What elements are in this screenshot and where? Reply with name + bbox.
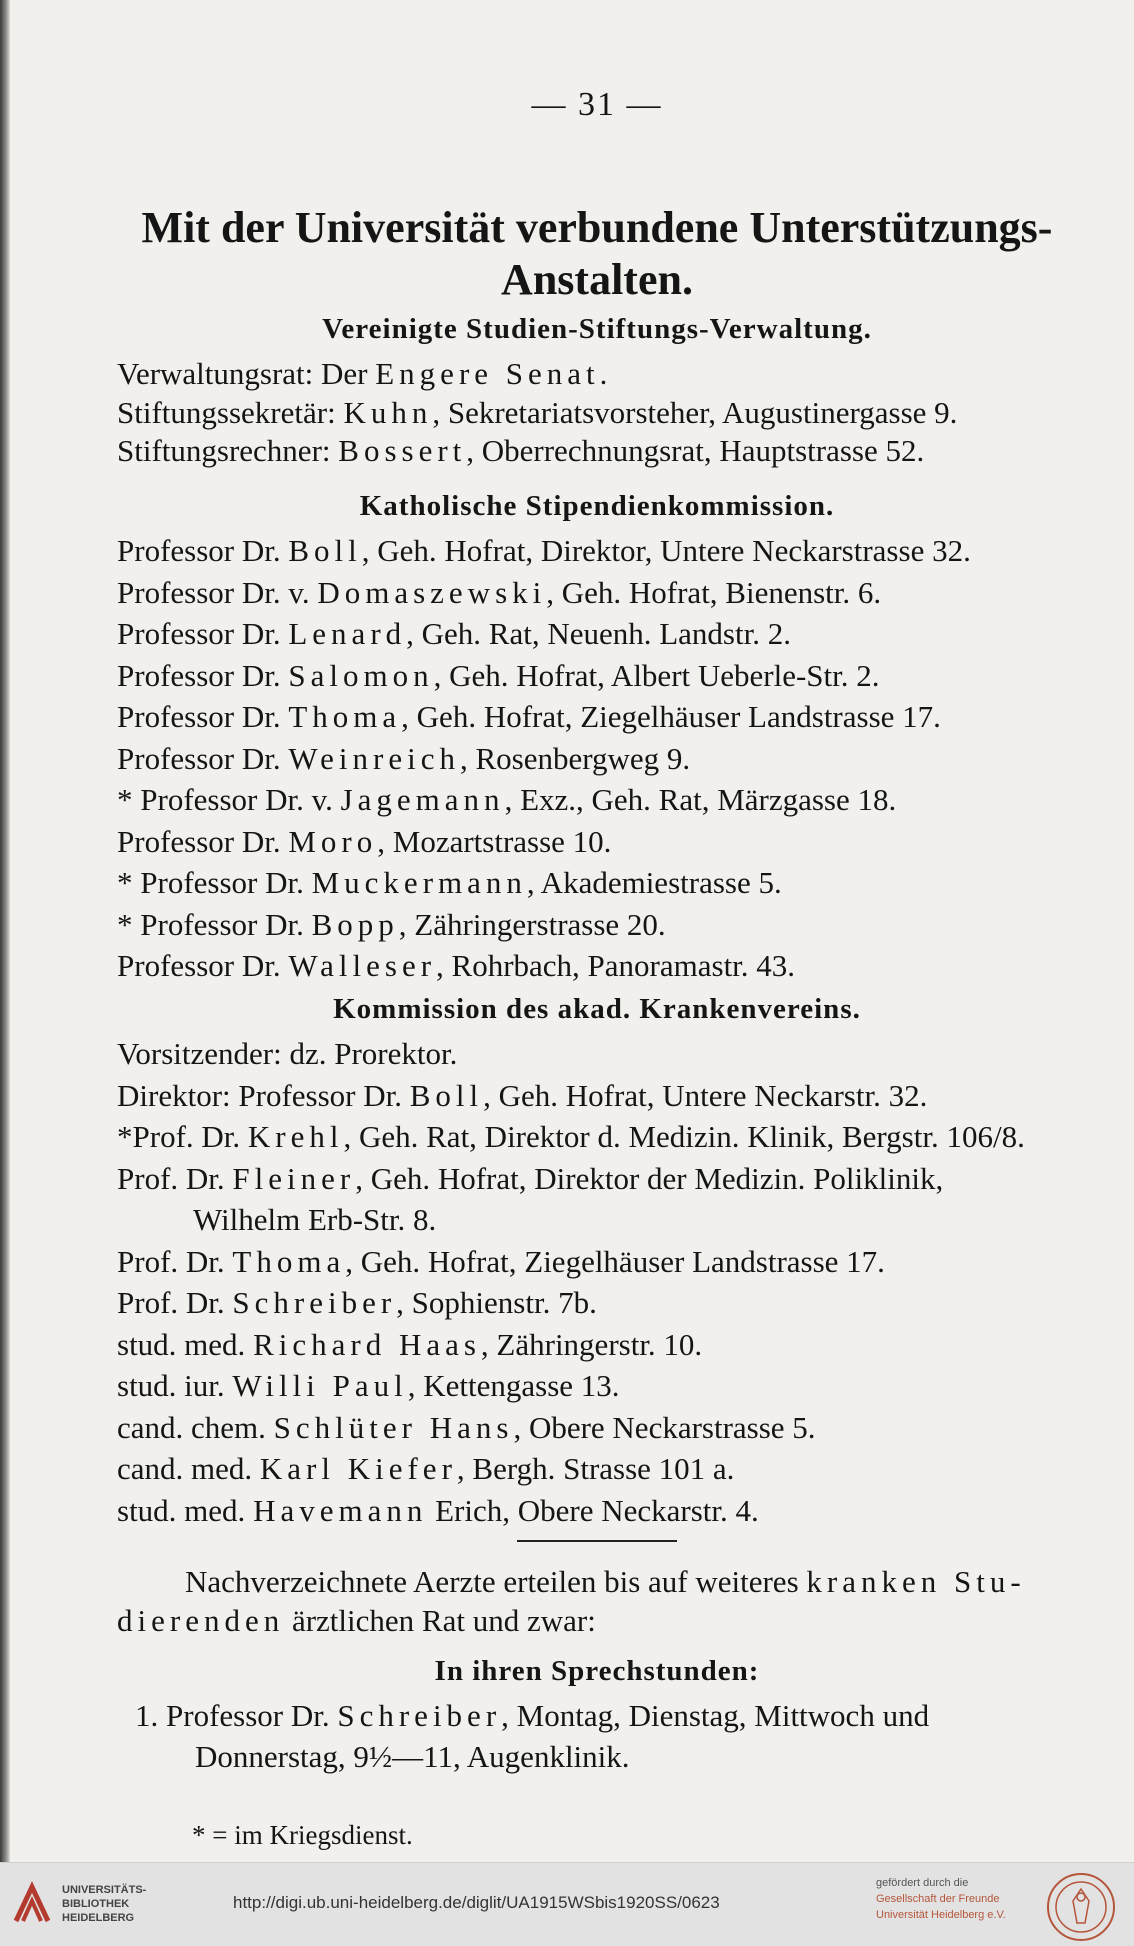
intro-emphasis-2: dierenden [117,1603,285,1638]
entry-text: stud. iur. [117,1368,233,1403]
entry-text: , Geh. Hofrat, Untere Neckarstr. 32. [483,1077,928,1113]
sponsor-credit: gefördert durch die Gesellschaft der Freunde Universität Heidelberg e.V. [876,1877,1006,1921]
entry-text: Professor Dr. [117,657,289,693]
intro-line-2 [117,1602,596,1640]
list-item [117,1118,1025,1156]
list-item [117,823,611,861]
document-page [10,0,1134,1862]
entry-text: Professor Dr. [117,533,289,568]
entry-text: , Geh. Rat, Direktor d. Medizin. Klinik, Bergstr. 106/8. [343,1119,1025,1154]
person-name: Schreiber [232,1285,397,1320]
intro-emphasis: kranken Stu- [806,1564,1026,1599]
entry-text: , Kettengasse 13. [407,1368,620,1403]
person-name: Thoma [232,1243,346,1279]
list-item [117,355,607,393]
list-item [117,1160,943,1198]
entry-text: , Geh. Hofrat, Albert Ueberle-Str. 2. [433,657,880,693]
person-name: Bossert [338,433,467,468]
entry-text: * Professor Dr. [117,906,312,942]
entry-text: , Geh. Hofrat, Ziegelhäuser Landstrasse 17. [401,699,941,734]
person-name: Schreiber [337,1698,502,1733]
entry-text: *Prof. Dr. [117,1119,248,1154]
person-name: Havemann [253,1492,428,1528]
list-item [117,781,896,819]
list-item [193,1201,436,1239]
entry-text: Professor Dr. [117,699,289,734]
entry-text: Vorsitzender: dz. Prorektor. [117,1036,458,1071]
list-item [117,1077,927,1115]
list-item [117,864,782,902]
person-name: Krehl [247,1119,344,1154]
list-item [117,394,957,432]
entry-text: Stiftungsrechner: [117,433,339,468]
entry-text: , Rohrbach, Panoramastr. 43. [436,948,796,983]
entry-text: , Geh. Hofrat, Ziegelhäuser Landstrasse 17. [345,1243,885,1279]
entry-text: Prof. Dr. [117,1285,233,1320]
list-item [117,1367,620,1405]
person-name: Domaszewski [317,574,547,610]
person-name: Karl Kiefer [259,1451,457,1486]
entry-text: Prof. Dr. [117,1160,233,1196]
section-heading-sprechstunden: In ihren Sprechstunden: [434,1655,760,1687]
list-item [117,615,791,653]
title-line-2: Anstalten. [501,255,693,304]
person-name: Jagemann [340,782,505,817]
list-item [117,657,880,695]
entry-text: , Zähringerstrasse 20. [398,906,666,942]
list-item [117,1450,734,1488]
list-item [117,698,941,736]
person-name: Kuhn [343,394,433,430]
library-name: UNIVERSITÄTS- BIBLIOTHEK HEIDELBERG [62,1884,147,1924]
separator-rule [517,1540,677,1542]
entry-text: Professor Dr. [117,616,289,651]
entry-text: , Bergh. Strasse 101 a. [456,1451,735,1486]
person-name: Thoma [288,699,402,734]
title-line-1: Mit der Universität verbundene Unterstützungs- [141,203,1053,252]
list-item [117,740,690,778]
entry-text: Stiftungssekretär: [117,394,344,430]
list-item [117,1243,885,1281]
entry-text: * Professor Dr. v. [117,782,341,817]
entry-text: , Mozartstrasse 10. [377,823,612,859]
list-item [117,1035,457,1073]
person-name: Walleser [288,948,437,983]
entry-text: stud. med. [117,1326,254,1362]
footnote: * = im Kriegsdienst. [192,1820,413,1850]
entry-text: Wilhelm Erb-Str. 8. [193,1202,437,1237]
person-name: Boll [409,1077,484,1113]
list-item [117,574,881,612]
entry-text: , Obere Neckarstrasse 5. [513,1409,816,1445]
entry-text: Professor Dr. [117,948,289,983]
page-number: — 31 — [531,86,663,123]
list-item [117,906,666,944]
list-item [117,1492,759,1530]
intro-text: Nachverzeichnete Aerzte erteilen bis auf weiteres [185,1564,807,1599]
entry-text: Erich, Obere Neckarstr. 4. [427,1492,759,1528]
person-name: Moro [288,823,378,859]
entry-text: . [599,356,608,391]
person-name: Richard Haas [253,1326,481,1362]
library-logo-icon [10,1881,54,1927]
entry-text: , Geh. Hofrat, Direktor, Untere Neckarstrasse 32. [361,533,971,568]
person-name: Fleiner [232,1160,356,1196]
entry-text: , Geh. Rat, Neuenh. Landstr. 2. [406,616,791,651]
entry-text: , Sekretariatsvorsteher, Augustinergasse 9. [432,394,958,430]
entry-text: , Zähringerstr. 10. [480,1326,703,1362]
person-name: Schlüter Hans [273,1409,514,1445]
section-heading-stipendienkommission: Katholische Stipendienkommission. [359,490,835,522]
entry-text: Professor Dr. v. [117,574,318,610]
entry-text: cand. chem. [117,1409,274,1445]
list-item [117,947,795,985]
list-item [117,1326,702,1364]
person-name: Muckermann [311,865,527,900]
section-heading-stiftungs-verwaltung: Vereinigte Studien-Stiftungs-Verwaltung. [322,313,872,345]
entry-text: cand. med. [117,1451,260,1486]
entry-text: , Geh. Hofrat, Bienenstr. 6. [546,574,882,610]
entry-text: Professor Dr. [117,823,289,859]
entry-text: , Exz., Geh. Rat, Märzgasse 18. [504,782,897,817]
entry-text: , Sophienstr. 7b. [396,1285,597,1320]
person-name: Weinreich [288,740,460,776]
scan-edge [0,0,10,1862]
person-name: Willi Paul [232,1368,408,1403]
entry-text: * Professor Dr. [117,865,312,900]
person-name: Boll [288,533,362,568]
person-name: Bopp [311,906,399,942]
intro-text-2: ärztlichen Rat und zwar: [284,1603,596,1638]
entry-text: , Oberrechnungsrat, Hauptstrasse 52. [466,433,925,468]
entry-text: Professor Dr. [117,740,289,776]
university-seal-icon [1045,1871,1117,1943]
list-item-continuation: Donnerstag, 9½—11, Augenklinik. [195,1739,630,1774]
entry-text: , Akademiestrasse 5. [526,865,782,900]
entry-text: Verwaltungsrat: Der [117,356,376,391]
list-item [117,532,971,570]
list-item [117,1409,816,1447]
item-number: 1. [135,1698,159,1733]
viewer-footer [0,1862,1134,1946]
list-item: 1. Professor Dr. Schreiber, Montag, Dienstag, Mittwoch und [135,1698,930,1733]
entry-text: , Rosenbergweg 9. [459,740,691,776]
person-name: Salomon [288,657,434,693]
entry-text: , Geh. Hofrat, Direktor der Medizin. Poliklinik, [355,1160,944,1196]
page-title [117,202,1077,306]
list-item [117,1284,597,1322]
section-heading-krankenverein: Kommission des akad. Krankenvereins. [333,993,861,1025]
entry-text: Direktor: Professor Dr. [117,1077,410,1113]
permalink-url[interactable]: http://digi.ub.uni-heidelberg.de/diglit/UA1915WSbis1920SS/0623 [233,1893,720,1912]
person-name: Lenard [288,616,407,651]
person-name: Engere Senat [375,356,600,391]
intro-line-1 [185,1563,1026,1601]
entry-text: stud. med. [117,1492,254,1528]
entry-text: Prof. Dr. [117,1243,233,1279]
list-item [117,432,924,470]
